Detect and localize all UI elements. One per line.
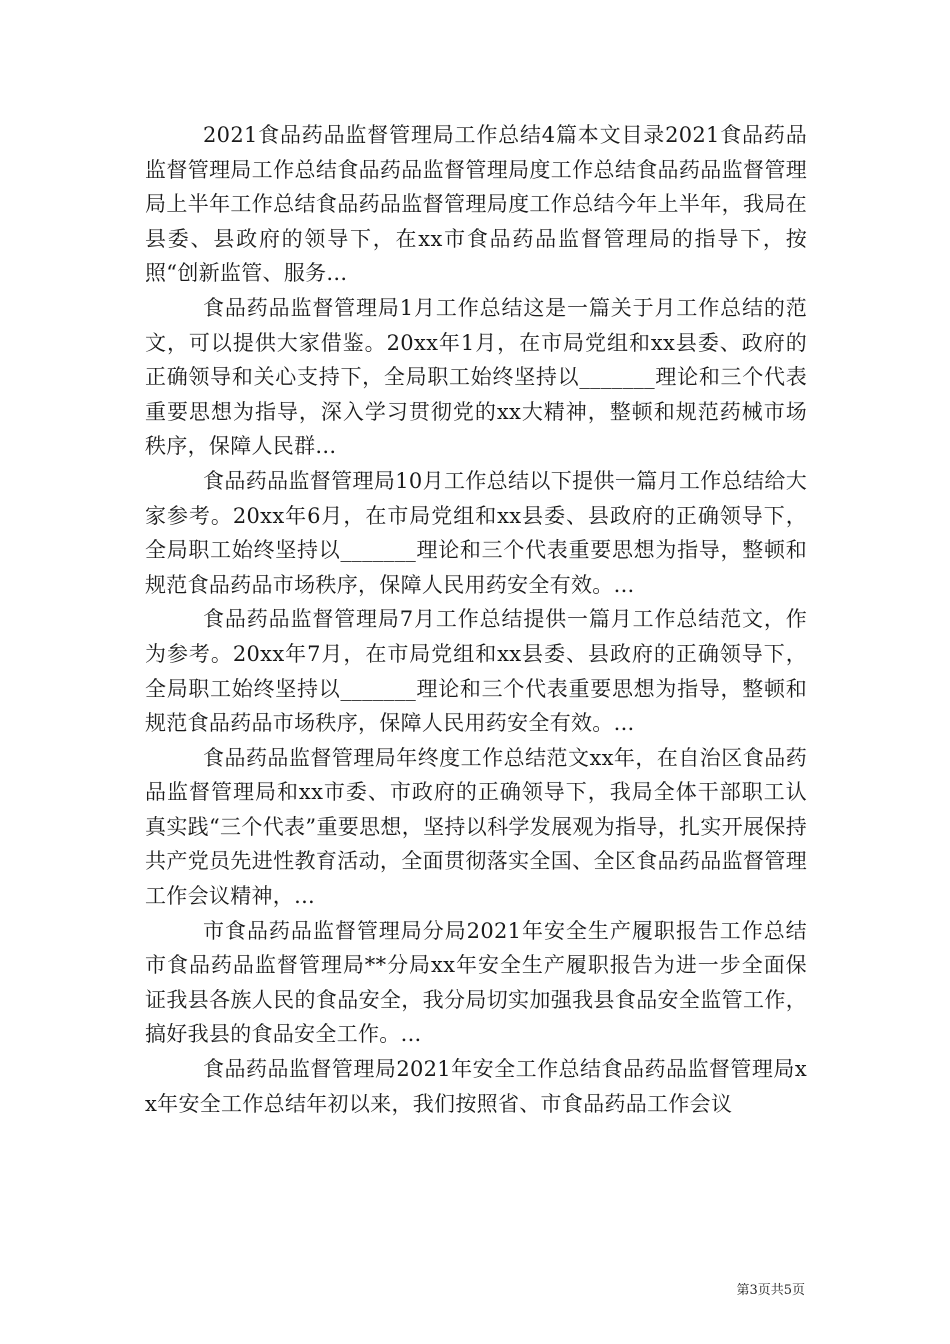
- paragraph-7: 食品药品监督管理局2021年安全工作总结食品药品监督管理局xx年安全工作总结年初以来，我们按照省、市食品药品工作会议: [145, 1057, 807, 1116]
- document-body: [145, 118, 807, 1121]
- page-number: 第3页共5页: [736, 1283, 805, 1298]
- paragraph-3: 食品药品监督管理局10月工作总结以下提供一篇月工作总结给大家参考。20xx年6月，在市局党组和xx县委、县政府的正确领导下，全局职工始终坚持以_______理论和三个代表重要思想为指导，整顿和规范食品药品市场秩序，保障人民用药安全有效。...: [145, 468, 807, 597]
- paragraph-1: 2021食品药品监督管理局工作总结4篇本文目录2021食品药品监督管理局工作总结食品药品监督管理局度工作总结食品药品监督管理局上半年工作总结食品药品监督管理局度工作总结今年上半年，我局在县委、县政府的领导下，在xx市食品药品监督管理局的指导下，按照“创新监管、服务...: [145, 123, 807, 286]
- paragraph-5: 食品药品监督管理局年终度工作总结范文xx年，在自治区食品药品监督管理局和xx市委、市政府的正确领导下，我局全体干部职工认真实践“三个代表”重要思想，坚持以科学发展观为指导，扎实开展保持共产党员先进性教育活动，全面贯彻落实全国、全区食品药品监督管理工作会议精神，...: [145, 745, 807, 909]
- paragraph-6: 市食品药品监督管理局分局2021年安全生产履职报告工作总结市食品药品监督管理局**分局xx年安全生产履职报告为进一步全面保证我县各族人民的食品安全，我分局切实加强我县食品安全监管工作，搞好我县的食品安全工作。...: [145, 918, 807, 1047]
- paragraph-2: 食品药品监督管理局1月工作总结这是一篇关于月工作总结的范文，可以提供大家借鉴。20xx年1月，在市局党组和xx县委、政府的正确领导和关心支持下，全局职工始终坚持以_______理论和三个代表重要思想为指导，深入学习贯彻党的xx大精神，整顿和规范药械市场秩序，保障人民群...: [145, 295, 807, 459]
- paragraph-4: 食品药品监督管理局7月工作总结提供一篇月工作总结范文，作为参考。20xx年7月，在市局党组和xx县委、县政府的正确领导下，全局职工始终坚持以_______理论和三个代表重要思想为指导，整顿和规范食品药品市场秩序，保障人民用药安全有效。...: [145, 607, 807, 736]
